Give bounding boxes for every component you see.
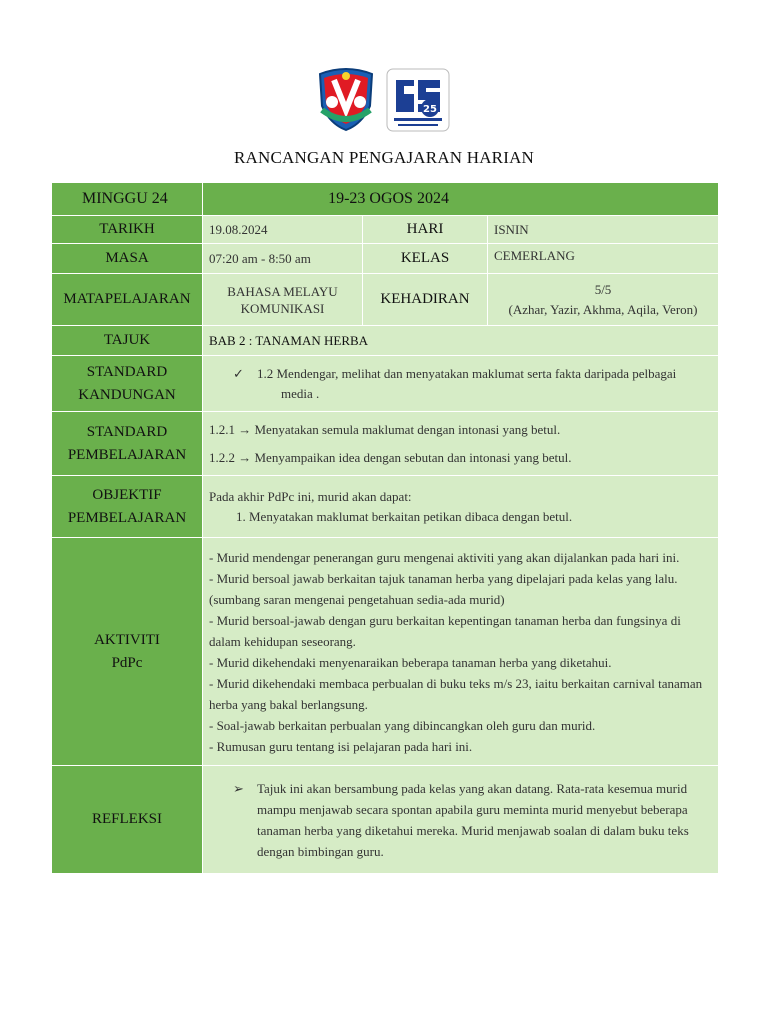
standard-kandungan-label bbox=[52, 356, 203, 412]
refleksi-line: tanaman herba yang diketahui mereka. Murid menjawab soalan di dalam buku teks bbox=[257, 822, 689, 838]
kelas-label: KELAS bbox=[363, 244, 488, 274]
aktiviti-line: - Murid bersoal jawab berkaitan tajuk tanaman herba yang dipelajari pada kelas yang lalu. bbox=[209, 570, 678, 586]
aktiviti-line: - Murid dikehendaki membaca perbualan di buku teks m/s 23, iaitu berkaitan carnival tanaman bbox=[209, 675, 703, 691]
sk-item bbox=[233, 364, 712, 404]
subject-line1: BAHASA MELAYU bbox=[227, 283, 338, 299]
refleksi-label: REFLEKSI bbox=[52, 766, 203, 874]
tajuk-label: TAJUK bbox=[52, 326, 203, 356]
sp-label-line2: PEMBELAJARAN bbox=[67, 446, 187, 463]
objektif-list bbox=[209, 509, 712, 525]
objektif-value bbox=[203, 476, 719, 538]
kelas-value: CEMERLANG bbox=[488, 244, 719, 274]
week-dates: 19-23 OGOS 2024 bbox=[203, 183, 719, 216]
aktiviti-line: - Soal-jawab berkaitan perbualan yang dibincangkan oleh guru dan murid. bbox=[209, 717, 596, 733]
sk-text bbox=[257, 364, 676, 404]
obj-label-line1: OBJEKTIF bbox=[92, 486, 162, 503]
tarikh-value: 19.08.2024 bbox=[203, 216, 363, 244]
svg-text:25: 25 bbox=[423, 104, 437, 115]
tajuk-value: BAB 2 : TANAMAN HERBA bbox=[203, 326, 719, 356]
standard-pembelajaran-label bbox=[52, 412, 203, 476]
sk-text-line1: 1.2 Mendengar, melihat dan menyatakan maklumat serta fakta daripada pelbagai bbox=[257, 365, 677, 381]
row-standard-pembelajaran bbox=[52, 412, 719, 476]
sp-label-line1: STANDARD bbox=[86, 423, 168, 440]
standard-kandungan-value bbox=[203, 356, 719, 412]
sp-item: 1.2.2 → Menyampaikan idea dengan sebutan dan intonasi yang betul. bbox=[209, 449, 572, 465]
kehadiran-value bbox=[488, 274, 719, 326]
refleksi-value bbox=[203, 766, 719, 874]
document-title: RANCANGAN PENGAJARAN HARIAN bbox=[233, 148, 535, 167]
aktiviti-line: - Murid dikehendaki menyenaraikan beberapa tanaman herba yang diketahui. bbox=[209, 654, 612, 670]
school-crest-logo bbox=[314, 66, 378, 132]
arrow-bullet-icon: ➢ bbox=[233, 780, 244, 796]
tarikh-label: TARIKH bbox=[52, 216, 203, 244]
aktiviti-label-line2: PdPc bbox=[111, 654, 143, 671]
refleksi-text bbox=[257, 778, 689, 862]
aktiviti-line: - Rumusan guru tentang isi pelajaran pada hari ini. bbox=[209, 738, 473, 754]
aktiviti-line: dalam kehidupan seseorang. bbox=[209, 633, 356, 649]
aktiviti-line: (sumbang saran mengenai pengetahuan sedia-ada murid) bbox=[209, 591, 505, 607]
hari-label: HARI bbox=[363, 216, 488, 244]
subject-line2: KOMUNIKASI bbox=[240, 300, 325, 316]
masa-value: 07:20 am - 8:50 am bbox=[203, 244, 363, 274]
logo-group bbox=[314, 66, 454, 134]
lesson-plan-table bbox=[51, 182, 719, 874]
refleksi-line: Tajuk ini akan bersambung pada kelas yang akan datang. Rata-rata kesemua murid bbox=[257, 780, 688, 796]
attendance-count: 5/5 bbox=[594, 281, 612, 297]
refleksi-line: dengan bimbingan guru. bbox=[257, 843, 384, 859]
week-label: MINGGU 24 bbox=[52, 183, 203, 216]
sp-item: 1.2.1 → Menyatakan semula maklumat dengan intonasi yang betul. bbox=[209, 421, 561, 437]
objektif-label bbox=[52, 476, 203, 538]
aktiviti-line: - Murid bersoal-jawab dengan guru berkaitan kepentingan tanaman herba dan fungsinya di bbox=[209, 612, 681, 628]
header-row bbox=[52, 183, 719, 216]
sk-label-line2: KANDUNGAN bbox=[78, 386, 176, 403]
row-aktiviti bbox=[52, 538, 719, 766]
hari-value: ISNIN bbox=[488, 216, 719, 244]
programme-25-logo bbox=[386, 68, 450, 132]
refleksi-line: mampu menjawab secara spontan apabila guru meminta murid menyebut beberapa bbox=[257, 801, 688, 817]
matapelajaran-value bbox=[203, 274, 363, 326]
aktiviti-line: - Murid mendengar penerangan guru mengenai aktiviti yang akan dijalankan pada hari ini. bbox=[209, 549, 680, 565]
row-tarikh bbox=[52, 216, 719, 244]
row-matapelajaran bbox=[52, 274, 719, 326]
row-tajuk bbox=[52, 326, 719, 356]
standard-pembelajaran-value bbox=[203, 412, 719, 476]
obj-label-line2: PEMBELAJARAN bbox=[67, 509, 187, 526]
objektif-intro: Pada akhir PdPc ini, murid akan dapat: bbox=[209, 488, 412, 504]
attendance-names: (Azhar, Yazir, Akhma, Aqila, Veron) bbox=[508, 301, 698, 317]
check-icon: ✓ bbox=[233, 365, 244, 381]
matapelajaran-label: MATAPELAJARAN bbox=[52, 274, 203, 326]
kehadiran-label: KEHADIRAN bbox=[363, 274, 488, 326]
sk-label-line1: STANDARD bbox=[86, 363, 168, 380]
aktiviti-label bbox=[52, 538, 203, 766]
row-objektif bbox=[52, 476, 719, 538]
row-masa bbox=[52, 244, 719, 274]
masa-label: MASA bbox=[52, 244, 203, 274]
row-standard-kandungan bbox=[52, 356, 719, 412]
aktiviti-value bbox=[203, 538, 719, 766]
objektif-item: 1. Menyatakan maklumat berkaitan petikan dibaca dengan betul. bbox=[249, 509, 712, 525]
aktiviti-label-line1: AKTIVITI bbox=[94, 631, 160, 648]
aktiviti-line: herba yang bakal berlangsung. bbox=[209, 696, 368, 712]
row-refleksi bbox=[52, 766, 719, 874]
refleksi-item bbox=[233, 778, 712, 862]
sk-text-line2: media . bbox=[281, 385, 320, 401]
